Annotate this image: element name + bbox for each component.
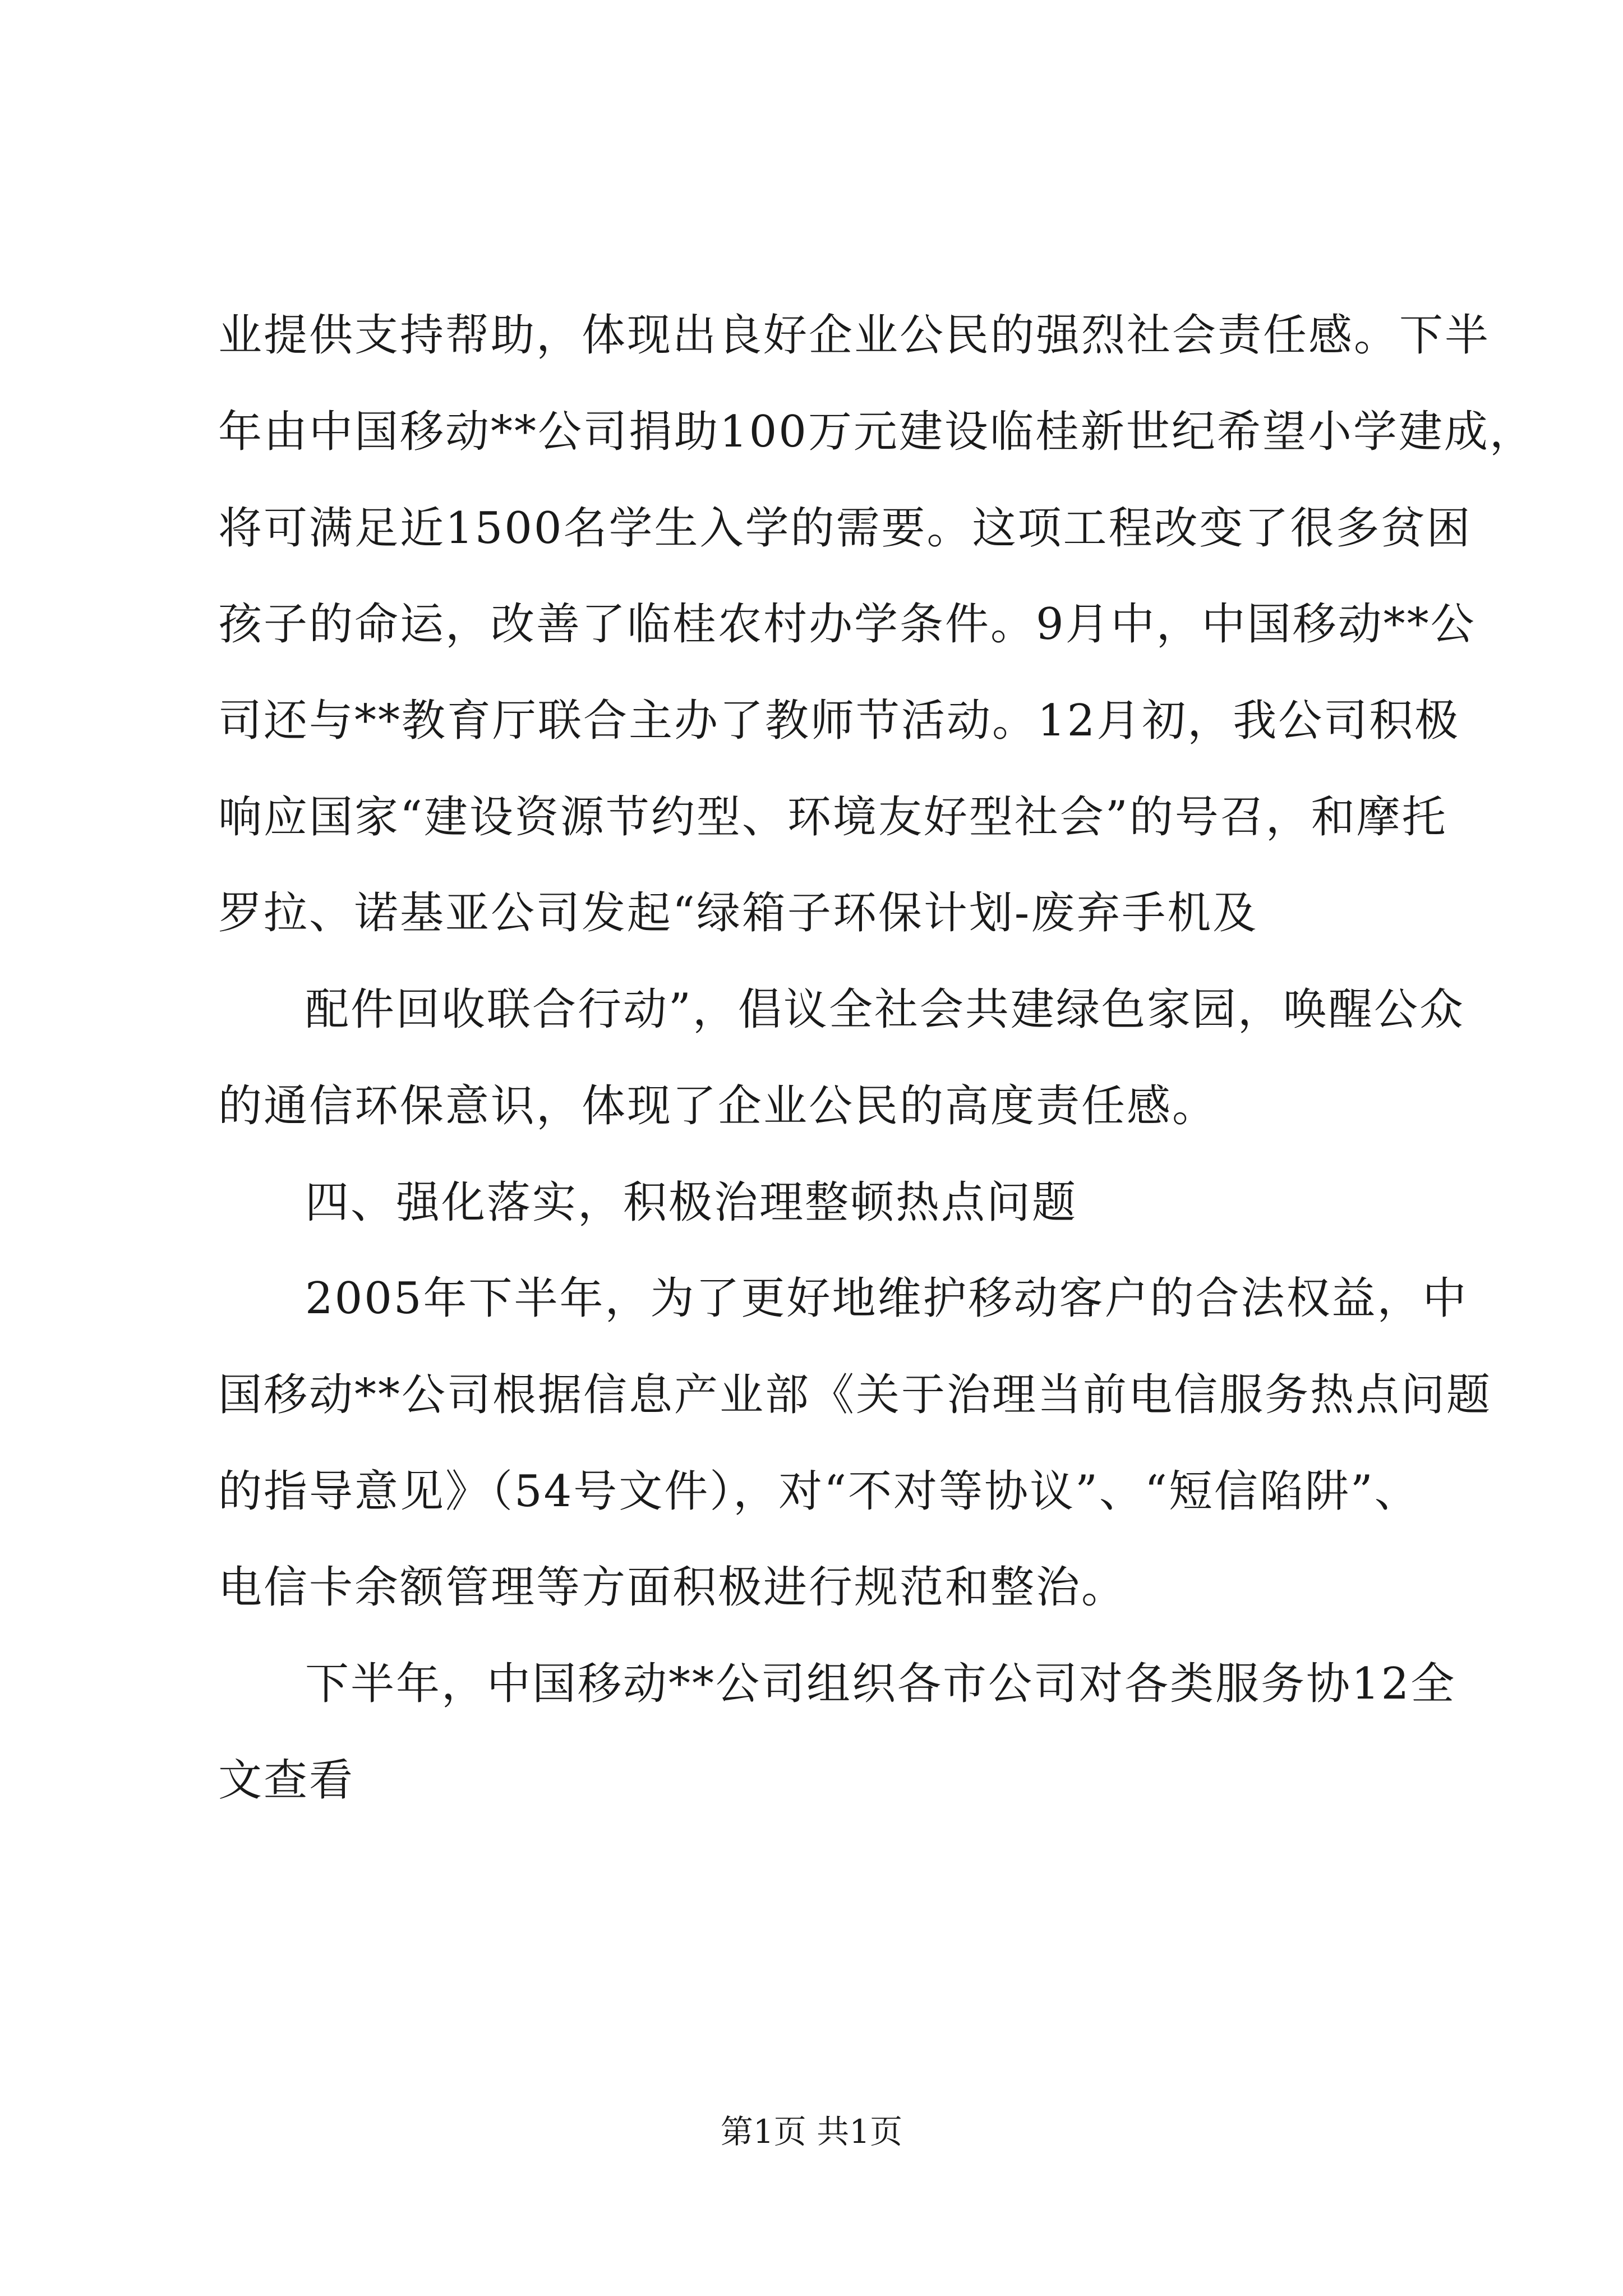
text-line: 配件回收联合行动”，倡议全社会共建绿色家园，唤醒公众: [305, 984, 1465, 1035]
text-line: 孩子的命运，改善了临桂农村办学条件。9月中，中国移动**公: [218, 599, 1476, 650]
text-line: 司还与**教育厅联合主办了教师节活动。12月初，我公司积极: [218, 696, 1460, 746]
text-line: 年由中国移动**公司捐助100万元建设临桂新世纪希望小学建成，: [218, 407, 1535, 457]
text-line: 罗拉、诺基亚公司发起“绿箱子环保计划-废弃手机及: [218, 888, 1258, 938]
section-heading: 四、强化落实，积极治理整顿热点问题: [305, 1177, 1078, 1228]
text-line: 的通信环保意识，体现了企业公民的高度责任感。: [218, 1081, 1218, 1131]
text-line: 的指导意见》（54号文件），对“不对等协议”、“短信陷阱”、: [218, 1466, 1420, 1517]
text-line: 响应国家“建设资源节约型、环境友好型社会”的号召，和摩托: [218, 792, 1447, 843]
text-line: 业提供支持帮助，体现出良好企业公民的强烈社会责任感。下半: [218, 310, 1491, 361]
text-line: 2005年下半年，为了更好地维护移动客户的合法权益，中: [305, 1273, 1468, 1324]
page-footer: 第1页 共1页: [720, 2113, 903, 2151]
text-line: 将可满足近1500名学生入学的需要。这项工程改变了很多贫困: [218, 503, 1472, 554]
text-line: 国移动**公司根据信息产业部《关于治理当前电信服务热点问题: [218, 1370, 1492, 1420]
text-line: 电信卡余额管理等方面积极进行规范和整治。: [218, 1562, 1127, 1613]
text-line: 文查看: [218, 1755, 355, 1806]
text-line: 下半年，中国移动**公司组织各市公司对各类服务协12全: [305, 1659, 1456, 1709]
